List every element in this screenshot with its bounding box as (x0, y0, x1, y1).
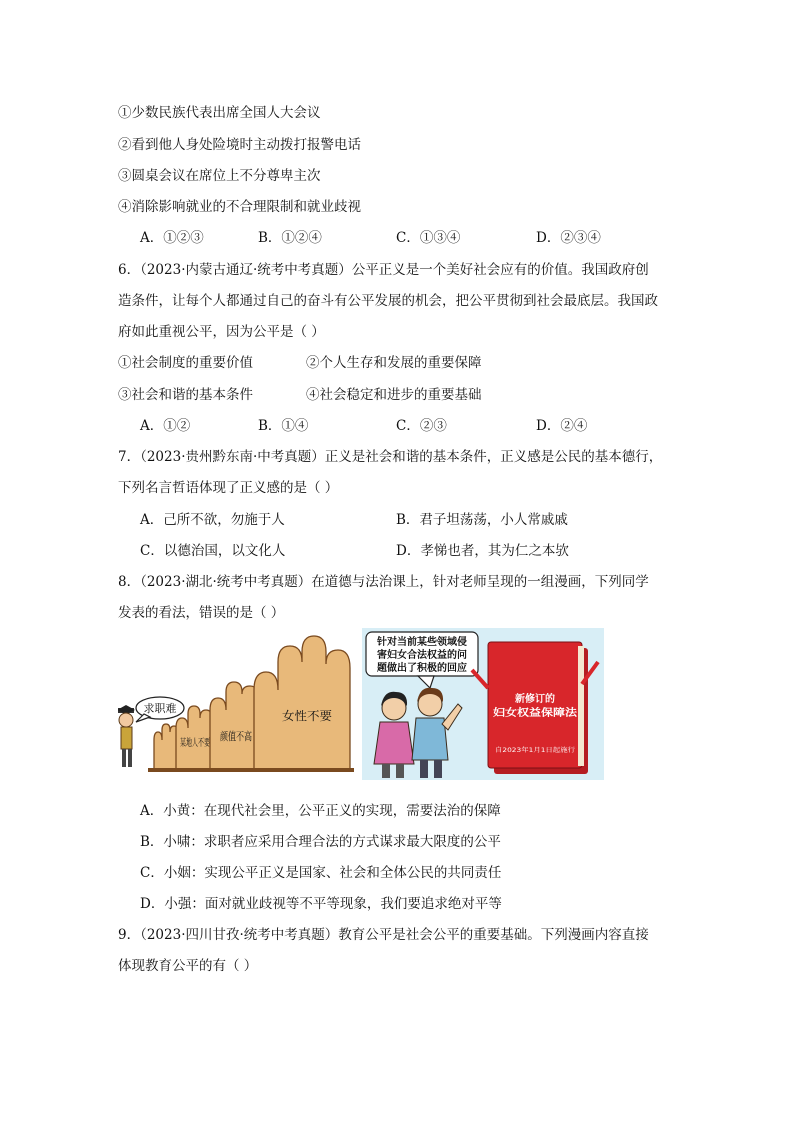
q5-option-b: B．①②④ (258, 230, 322, 246)
finger-label-region: 某地人不要 (180, 738, 230, 749)
student-figure (118, 705, 135, 767)
q7-option-b: B．君子坦荡荡，小人常戚戚 (396, 512, 568, 528)
q6-item-4: ④社会稳定和进步的重要基础 (306, 387, 482, 403)
cartoon-left-panel (118, 636, 354, 772)
response-bubble-line-2: 害妇女合法权益的问 (377, 650, 467, 661)
q5-item-4: ④消除影响就业的不合理限制和就业歧视 (118, 199, 361, 215)
law-book (472, 642, 598, 774)
q8-option-b: B．小啸：求职者应采用合理合法的方式谋求最大限度的公平 (140, 834, 501, 850)
q7-option-d: D．孝悌也者，其为仁之本欤 (396, 543, 569, 559)
q7-stem-line-1: 7．（2023·贵州黔东南·中考真题）正义是社会和谐的基本条件，正义感是公民的基本德行， (118, 449, 663, 465)
cartoon-right-panel (362, 628, 604, 780)
q8-option-c: C．小姻：实现公平正义是国家、社会和全体公民的共同责任 (140, 865, 502, 881)
q8-cartoon (118, 628, 604, 780)
response-bubble-line-3: 题做出了积极的回应 (377, 663, 467, 674)
finger-label-looks: 颜值不高 (220, 730, 264, 743)
q5-item-2: ②看到他人身处险境时主动拨打报警电话 (118, 137, 361, 153)
q7-stem-line-2: 下列名言哲语体现了正义感的是（ ） (118, 480, 339, 496)
q8-stem-line-1: 8．（2023·湖北·统考中考真题）在道德与法治课上，针对老师呈现的一组漫画，下列同学 (118, 574, 649, 590)
q6-option-d: D．②④ (536, 418, 588, 434)
q7-option-a: A．己所不欲，勿施于人 (140, 512, 285, 528)
job-hunting-bubble-text: 求职难 (143, 702, 177, 715)
q7-option-c: C．以德治国，以文化人 (140, 543, 286, 559)
law-book-title-line-1: 新修订的 (515, 694, 555, 705)
q8-option-d: D．小强：面对就业歧视等不平等现象，我们要追求绝对平等 (140, 896, 502, 912)
q8-option-a: A．小黄：在现代社会里，公平正义的实现，需要法治的保障 (140, 803, 501, 819)
q5-item-3: ③圆桌会议在席位上不分尊卑主次 (118, 168, 321, 184)
response-bubble-line-1: 针对当前某些领域侵 (377, 637, 467, 648)
q6-stem-line-3: 府如此重视公平，因为公平是（ ） (118, 324, 325, 340)
q6-item-2: ②个人生存和发展的重要保障 (306, 355, 482, 371)
law-book-footer: 自2023年1月1日起施行 (495, 747, 560, 754)
finger-label-female: 女性不要 (282, 709, 331, 723)
q6-option-b: B．①④ (258, 418, 309, 434)
q9-stem-line-2: 体现教育公平的有（ ） (118, 958, 258, 974)
q9-stem-line-1: 9．（2023·四川甘孜·统考中考真题）教育公平是社会公平的重要基础。下列漫画内容直接 (118, 927, 649, 943)
q6-stem-line-1: 6．（2023·内蒙古通辽·统考中考真题）公平正义是一个美好社会应有的价值。我国政府创 (118, 262, 649, 278)
q6-option-a: A．①② (140, 418, 191, 434)
law-book-title-line-2: 妇女权益保障法 (493, 708, 563, 719)
q6-item-3: ③社会和谐的基本条件 (118, 387, 253, 403)
q5-item-1: ①少数民族代表出席全国人大会议 (118, 105, 321, 121)
q8-stem-line-2: 发表的看法，错误的是（ ） (118, 605, 285, 621)
q6-option-c: C．②③ (396, 418, 447, 434)
q5-option-a: A．①②③ (140, 230, 204, 246)
q6-stem-line-2: 造条件，让每个人都通过自己的奋斗有公平发展的机会，把公平贯彻到社会最底层。我国政 (118, 293, 658, 309)
q5-option-d: D．②③④ (536, 230, 601, 246)
job-hunting-bubble (136, 697, 184, 722)
q6-item-1: ①社会制度的重要价值 (118, 355, 253, 371)
q5-option-c: C．①③④ (396, 230, 461, 246)
